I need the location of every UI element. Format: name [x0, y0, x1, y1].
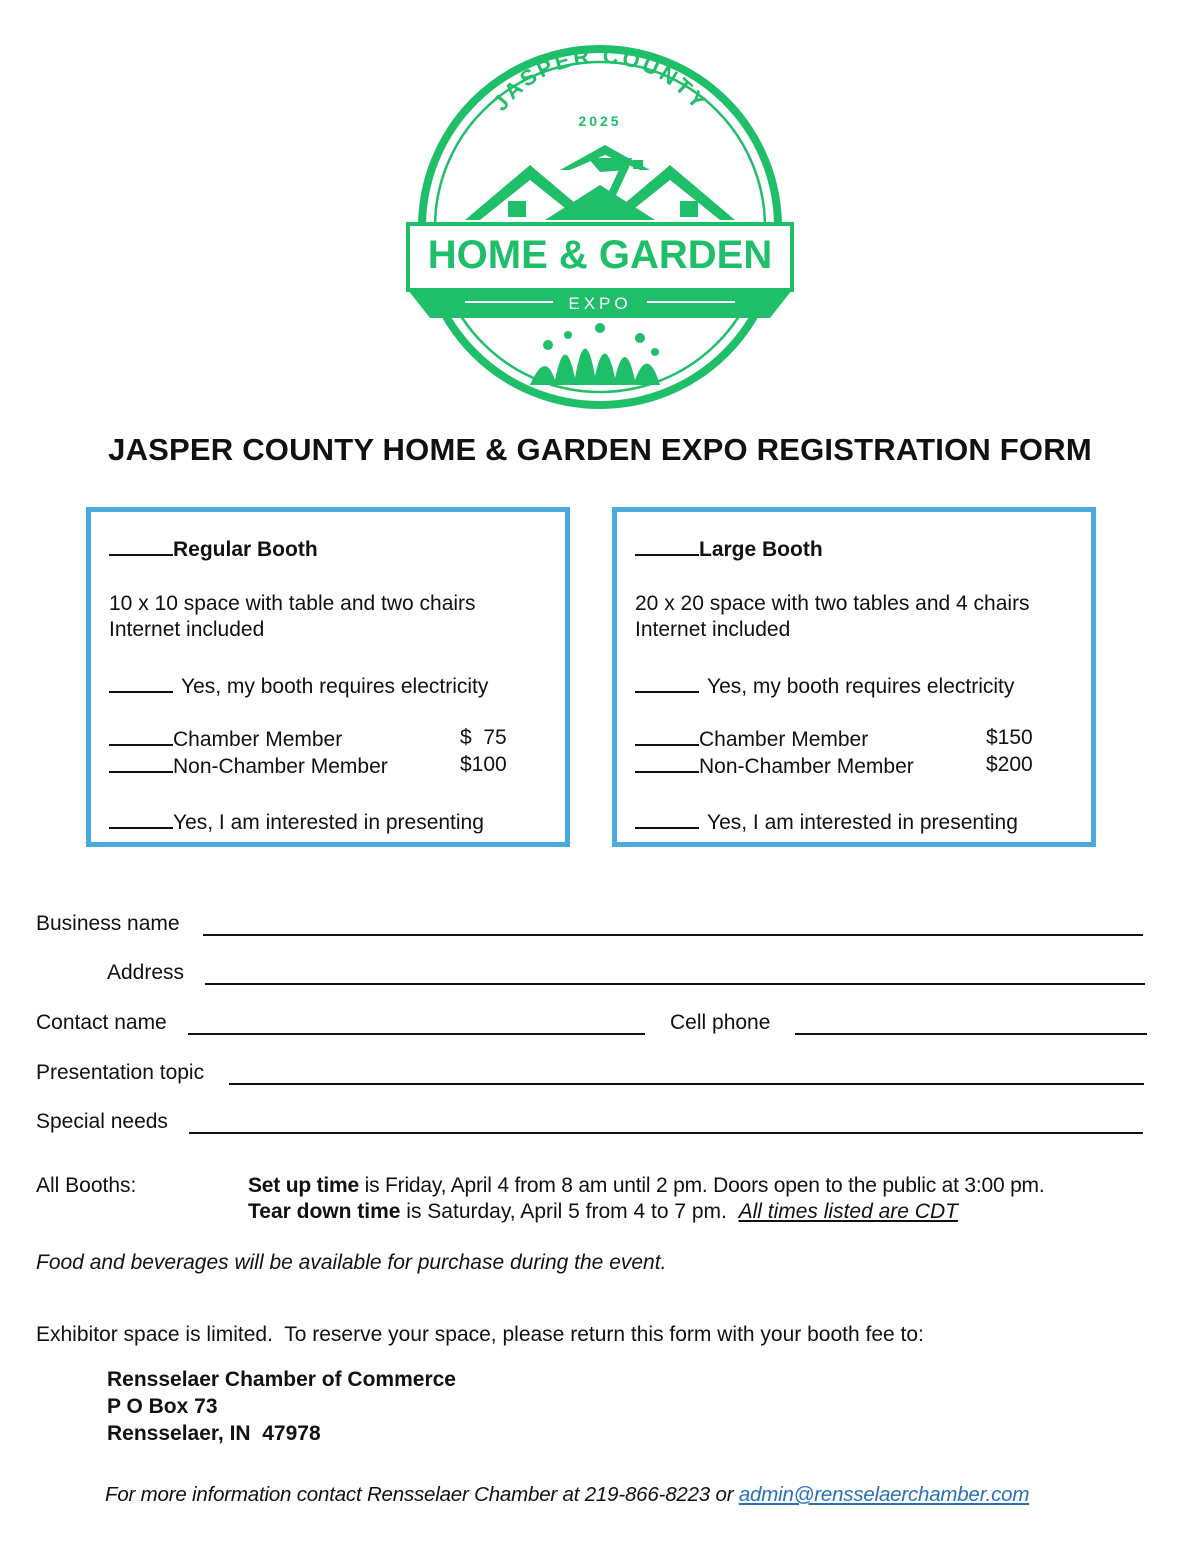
large-booth-desc: 20 x 20 space with two tables and 4 chairs — [635, 592, 1030, 615]
large-nonmember-price: $200 — [986, 753, 1033, 776]
large-booth-box — [612, 507, 1096, 847]
page-title: JASPER COUNTY HOME & GARDEN EXPO REGISTRATION FORM — [108, 432, 1092, 467]
setup-line — [248, 1174, 1045, 1198]
teardown-line — [248, 1200, 958, 1224]
regular-member-price: $ 75 — [460, 726, 507, 749]
large-nonmember-label: Non-Chamber Member — [699, 755, 914, 778]
regular-presenting-label: Yes, I am interested in presenting — [173, 811, 484, 834]
presentation-topic-label: Presentation topic — [36, 1061, 205, 1084]
large-electricity-label: Yes, my booth requires electricity — [707, 675, 1015, 698]
cell-phone-label: Cell phone — [670, 1011, 771, 1034]
logo-arc-text: JASPER COUNTY — [487, 42, 713, 116]
address-label: Address — [107, 961, 185, 984]
large-member-label: Chamber Member — [699, 728, 869, 751]
cell-phone-field[interactable] — [795, 1033, 1147, 1035]
setup-time-label: Set up time — [248, 1174, 359, 1197]
large-member-blank[interactable] — [635, 726, 699, 746]
regular-nonmember-label: Non-Chamber Member — [173, 755, 388, 778]
mailing-line-2: P O Box 73 — [107, 1395, 218, 1418]
expo-logo — [0, 0, 1200, 420]
regular-member-label: Chamber Member — [173, 728, 343, 751]
teardown-time-label: Tear down time — [248, 1200, 401, 1223]
svg-text:JASPER COUNTY — [487, 43, 712, 116]
regular-booth-desc: 10 x 10 space with table and two chairs — [109, 592, 476, 615]
special-needs-field[interactable] — [189, 1132, 1143, 1134]
large-presenting-label: Yes, I am interested in presenting — [707, 811, 1018, 834]
large-nonmember-blank[interactable] — [635, 753, 699, 773]
schedule-label: All Booths: — [36, 1174, 137, 1197]
mailing-line-3: Rensselaer, IN 47978 — [107, 1422, 321, 1445]
cdt-note: All times listed are CDT — [738, 1200, 958, 1223]
food-note: Food and beverages will be available for purchase during the event. — [36, 1251, 667, 1274]
setup-time-text: is Friday, April 4 from 8 am until 2 pm. Doors open to the public at 3:00 pm. — [358, 1174, 1045, 1197]
large-booth-heading: Large Booth — [699, 538, 823, 561]
contact-name-label: Contact name — [36, 1011, 167, 1034]
regular-booth-heading: Regular Booth — [173, 538, 318, 561]
regular-electricity-label: Yes, my booth requires electricity — [181, 675, 489, 698]
special-needs-label: Special needs — [36, 1110, 168, 1133]
contact-text: For more information contact Rensselaer Chamber at 219-866-8223 or — [105, 1483, 739, 1506]
contact-email-link[interactable]: admin@rensselaerchamber.com — [738, 1483, 1030, 1506]
regular-booth-internet: Internet included — [109, 618, 265, 641]
regular-presenting-blank[interactable] — [109, 809, 173, 829]
regular-booth-box — [86, 507, 570, 847]
teardown-time-text: is Saturday, April 5 from 4 to 7 pm. — [400, 1200, 739, 1223]
large-electricity-blank[interactable] — [635, 673, 699, 693]
regular-nonmember-price: $100 — [460, 753, 507, 776]
reserve-note: Exhibitor space is limited. To reserve your space, please return this form with your booth fee to: — [36, 1323, 924, 1346]
large-booth-blank[interactable] — [635, 536, 699, 556]
contact-line — [105, 1483, 1029, 1507]
logo-year: 2025 — [578, 113, 622, 129]
logo-banner: HOME & GARDEN — [427, 233, 773, 277]
contact-name-field[interactable] — [188, 1033, 645, 1035]
logo-sub: EXPO — [568, 294, 632, 313]
business-name-label: Business name — [36, 912, 180, 935]
regular-nonmember-blank[interactable] — [109, 753, 173, 773]
large-booth-internet: Internet included — [635, 618, 791, 641]
mailing-line-1: Rensselaer Chamber of Commerce — [107, 1368, 456, 1391]
large-presenting-blank[interactable] — [635, 809, 699, 829]
presentation-topic-field[interactable] — [229, 1083, 1144, 1085]
regular-member-blank[interactable] — [109, 726, 173, 746]
large-member-price: $150 — [986, 726, 1033, 749]
address-field[interactable] — [205, 983, 1145, 985]
regular-electricity-blank[interactable] — [109, 673, 173, 693]
regular-booth-blank[interactable] — [109, 536, 173, 556]
business-name-field[interactable] — [203, 934, 1143, 936]
